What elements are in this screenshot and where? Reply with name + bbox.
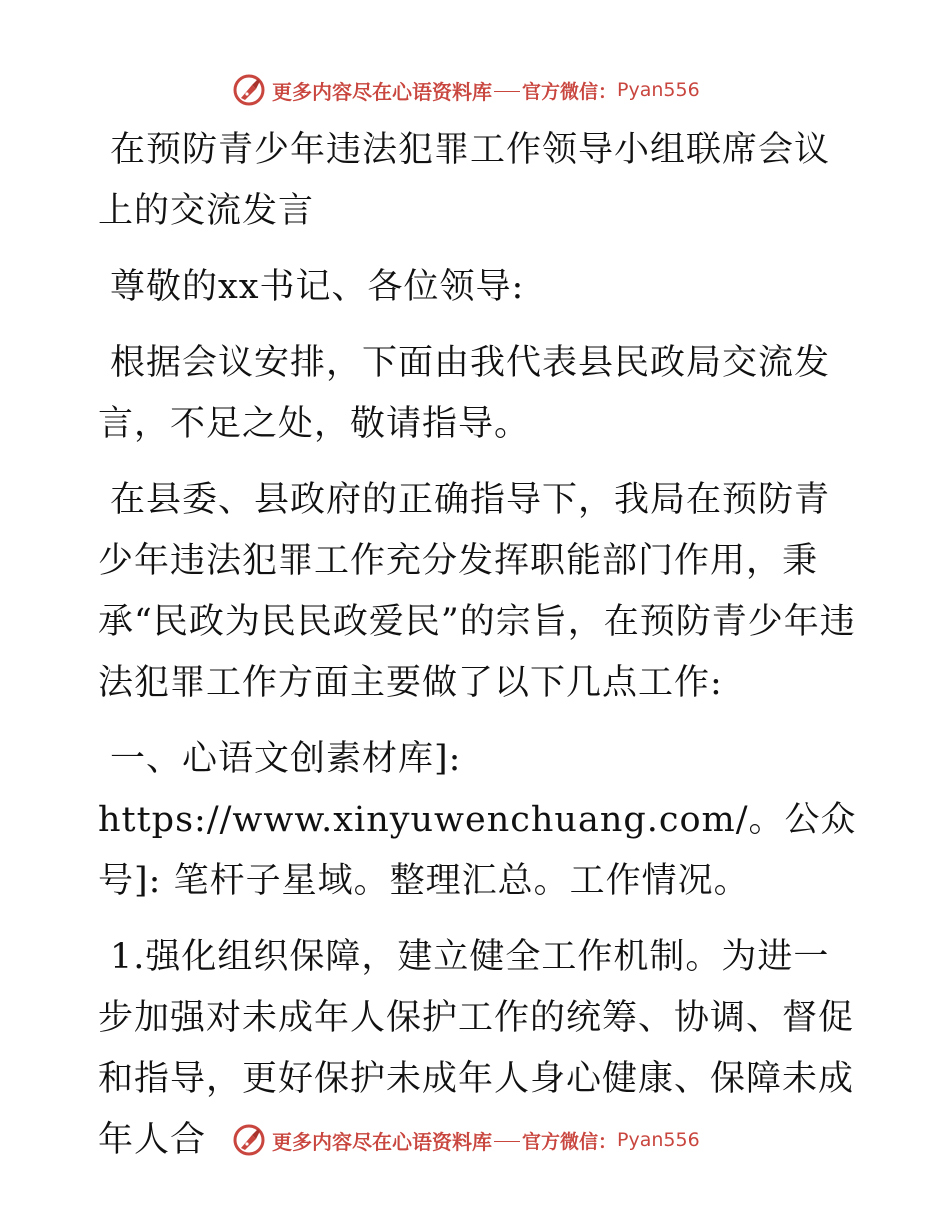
banner-wechat-id: Pyan556: [617, 79, 700, 101]
banner-brand-text: 更多内容尽在心语资料库: [272, 1129, 492, 1154]
salutation: 尊敬的xx书记、各位领导:: [110, 267, 525, 307]
paragraph: 1.强化组织保障，建立健全工作机制。为进一步加强对未成年人保护工作的统筹、协调、督促和指导，更好保护未成年人身心健康、保障未成年人合: [98, 937, 855, 1160]
header-watermark-banner: [232, 70, 700, 110]
banner-wechat-id: Pyan556: [617, 1129, 700, 1151]
section-heading: 一、心语文创素材库]: https://www.xinyuwenchuang.com/。公众号]: 笔杆子星域。整理汇总。工作情况。: [98, 739, 857, 901]
document-title: 在预防青少年违法犯罪工作领导小组联席会议上的交流发言: [98, 130, 831, 231]
document-body: [98, 120, 858, 1186]
paragraph: 在县委、县政府的正确指导下，我局在预防青少年违法犯罪工作充分发挥职能部门作用，秉承“民政为民民政爱民”的宗旨，在预防青少年违法犯罪工作方面主要做了以下几点工作:: [98, 480, 856, 703]
pen-nib-logo-icon: [232, 73, 266, 107]
paragraph: 根据会议安排，下面由我代表县民政局交流发言，不足之处，敬请指导。: [98, 343, 831, 444]
banner-wechat-label: 官方微信：: [522, 1130, 618, 1153]
banner-wechat-label: 官方微信：: [522, 80, 618, 103]
banner-dash: [494, 1141, 520, 1142]
banner-brand-text: 更多内容尽在心语资料库: [272, 79, 492, 104]
pen-nib-logo-icon: [232, 1123, 266, 1157]
footer-watermark-banner: [232, 1120, 700, 1160]
banner-dash: [494, 91, 520, 92]
